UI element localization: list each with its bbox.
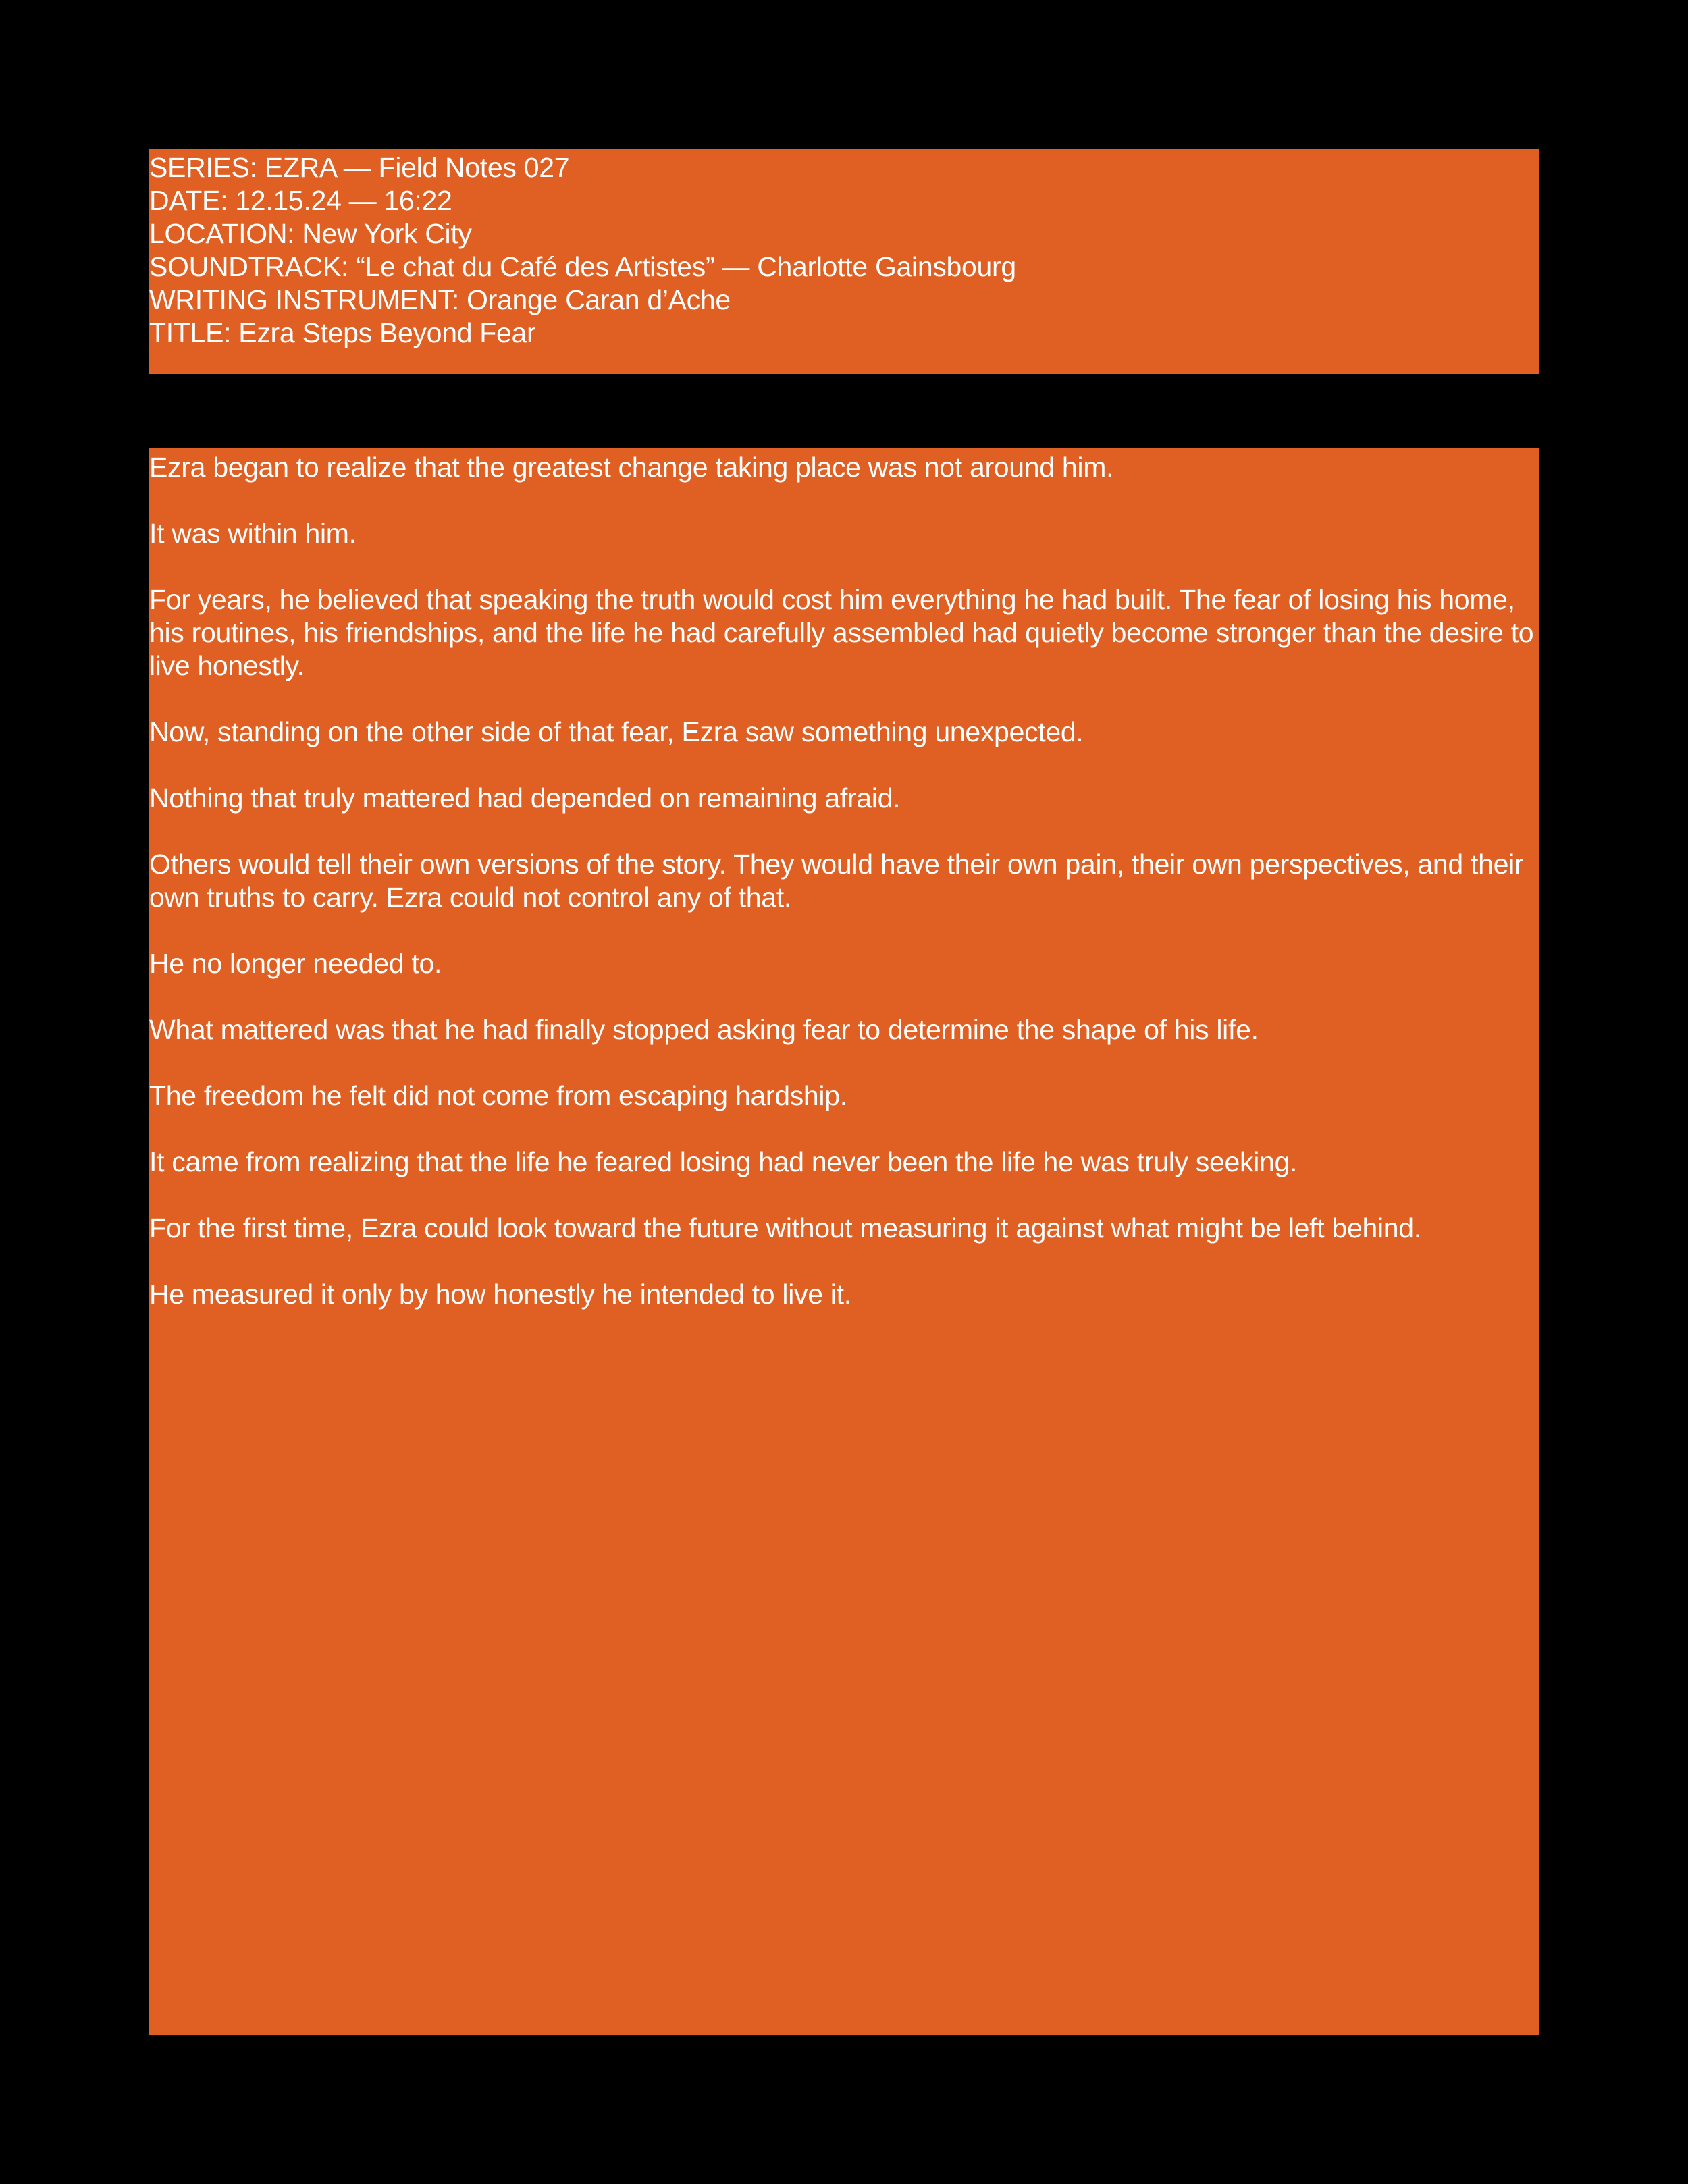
paragraph: Others would tell their own versions of the story. They would have their own pain, their own perspectives, and their own truths to carry. Ezra could not control any of that. xyxy=(149,849,1524,913)
paragraph: The freedom he felt did not come from escaping hardship. xyxy=(149,1080,847,1111)
paragraph: It came from realizing that the life he feared losing had never been the life he was truly seeking. xyxy=(149,1146,1298,1177)
paragraph: Now, standing on the other side of that fear, Ezra saw something unexpected. xyxy=(149,716,1084,747)
paragraph: Nothing that truly mattered had depended on remaining afraid. xyxy=(149,782,901,814)
metadata-panel xyxy=(149,149,1539,374)
paragraph: It was within him. xyxy=(149,518,357,549)
paragraph: For years, he believed that speaking the truth would cost him everything he had built. The fear of losing his home, his routines, his friendships, and the life he had carefully assembled had quietly become stronger than the desire to live honestly. xyxy=(149,584,1534,681)
paragraph: Ezra began to realize that the greatest change taking place was not around him. xyxy=(149,452,1114,483)
paragraph: For the first time, Ezra could look toward the future without measuring it against what might be left behind. xyxy=(149,1213,1421,1244)
paragraph: He no longer needed to. xyxy=(149,948,442,979)
date-line: DATE: 12.15.24 — 16:22 xyxy=(149,185,452,216)
paragraph: What mattered was that he had finally stopped asking fear to determine the shape of his life. xyxy=(149,1014,1259,1045)
writing-instrument-line: WRITING INSTRUMENT: Orange Caran d’Ache xyxy=(149,284,731,315)
paragraph: He measured it only by how honestly he intended to live it. xyxy=(149,1279,851,1310)
series-line: SERIES: EZRA — Field Notes 027 xyxy=(149,152,570,183)
soundtrack-line: SOUNDTRACK: “Le chat du Café des Artistes” — Charlotte Gainsbourg xyxy=(149,251,1016,282)
location-line: LOCATION: New York City xyxy=(149,218,472,249)
title-line: TITLE: Ezra Steps Beyond Fear xyxy=(149,317,536,348)
body-text-panel xyxy=(149,448,1539,2035)
